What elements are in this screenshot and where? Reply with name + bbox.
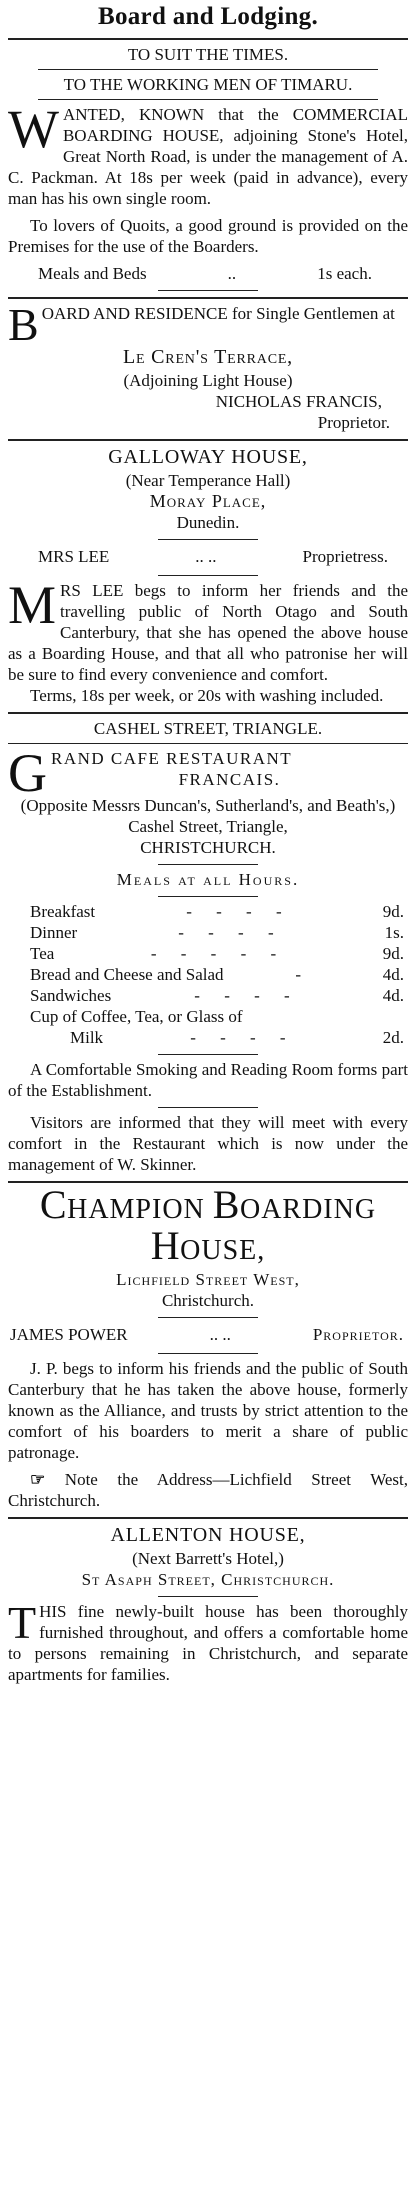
divider (158, 896, 258, 897)
divider (158, 539, 258, 540)
menu-item-price: 9d. (382, 902, 404, 921)
divider (158, 1054, 258, 1055)
ad-text: J. P. begs to inform his friends and the public of South Canterbury that he has taken the above house, formerly known as the Alliance, and trusts by strict attention to the comfort of his boarders to merit a share of public patronage. (8, 1359, 408, 1462)
drop-cap: B (8, 299, 39, 350)
house-name: ALLENTON HOUSE, (110, 1524, 306, 1546)
menu-item (30, 922, 404, 943)
ad-tagline: TO THE WORKING MEN OF TIMARU. (63, 75, 353, 94)
divider (38, 69, 378, 70)
leader-dots: - - - - (186, 902, 292, 921)
divider (158, 864, 258, 865)
menu-item (30, 901, 404, 922)
divider (8, 297, 408, 299)
restaurant-name-line: RAND CAFE RESTAURANT (51, 749, 293, 768)
price-value: 1s each. (317, 264, 372, 283)
leader-dots: - (295, 965, 311, 984)
ad-galloway-house (8, 445, 408, 706)
divider (8, 1517, 408, 1519)
divider (158, 1317, 258, 1318)
price-line (8, 263, 408, 284)
ad-body (8, 575, 408, 685)
ad-location: CASHEL STREET, TRIANGLE. (93, 719, 323, 738)
house-name-word: OARDING (239, 1194, 377, 1225)
divider (8, 38, 408, 40)
divider (158, 290, 258, 291)
leader-dots: - - - - (190, 1028, 296, 1047)
ad-city: CHRISTCHURCH. (140, 838, 276, 857)
ad-text: ANTED, KNOWN that the COMMERCIAL BOARDING HOUSE, adjoining Stone's Hotel, Great North Road, is under the management of A. C. Packman. At 18s per week (paid in advance), every man has his own single room. (8, 105, 408, 208)
divider (158, 1596, 258, 1597)
menu-list (30, 901, 404, 1048)
proprietor-name: MRS LEE (38, 547, 110, 566)
drop-cap: M (8, 575, 57, 635)
ad-note: (Next Barrett's Hotel,) (132, 1549, 284, 1568)
proprietor-line (8, 544, 408, 569)
menu-item-name: Bread and Cheese and Salad (30, 965, 224, 984)
leader-dots: - - - - - (150, 944, 287, 963)
menu-item (30, 943, 404, 964)
menu-item-price: 4d. (382, 986, 404, 1005)
ad-board-and-residence (8, 299, 408, 433)
divider (158, 1353, 258, 1354)
menu-item-name: Milk (70, 1028, 104, 1047)
ad-text: OARD AND RESIDENCE for Single Gentlemen at (41, 304, 395, 323)
pointing-hand-icon: ☞ (30, 1470, 46, 1489)
divider (8, 439, 408, 441)
menu-item-name: Sandwiches (30, 986, 112, 1005)
menu-item (30, 985, 404, 1006)
ad-champion-boarding-house (8, 1182, 409, 1511)
restaurant-name (8, 743, 408, 803)
meals-heading: Meals at all Hours. (116, 870, 300, 889)
divider (8, 712, 408, 714)
ad-city: Dunedin. (176, 513, 240, 532)
ad-grand-cafe (8, 718, 408, 1175)
house-name: GALLOWAY HOUSE, (108, 446, 308, 468)
menu-item-price: 1s. (384, 923, 404, 942)
ad-text: RS LEE begs to inform her friends and the travelling public of North Otago and South Canterbury, that she has opened the above house as a Boarding House, and that all who patronise her will be sure to find every convenience and comfort. (8, 581, 408, 684)
drop-cap: G (8, 743, 47, 803)
ad-place: Moray Place, (149, 491, 267, 511)
ad-note: (Near Temperance Hall) (125, 471, 291, 490)
ad-place: Le Cren's Terrace, (123, 346, 293, 368)
ad-text: To lovers of Quoits, a good ground is provided on the Premises for the use of the Boarders. (8, 216, 408, 256)
ad-city: Christchurch. (161, 1291, 255, 1310)
menu-item-name: Breakfast (30, 902, 96, 921)
ad-text: A Comfortable Smoking and Reading Room forms part of the Establishment. (8, 1060, 408, 1100)
restaurant-name-line: FRANCAIS. (178, 770, 281, 789)
proprietor-line (8, 1322, 408, 1347)
leader-dots: .. (227, 264, 237, 283)
ad-body (8, 299, 408, 350)
menu-item-name: Dinner (30, 923, 78, 942)
initial-letter: B (212, 1182, 240, 1227)
ad-commercial-boarding-house (8, 44, 408, 291)
divider (8, 743, 408, 744)
initial-letter: H (150, 1223, 181, 1268)
initial-letter: C (39, 1182, 68, 1227)
section-heading: Board and Lodging. (97, 3, 319, 30)
menu-item-price: 9d. (382, 944, 404, 963)
divider (38, 99, 378, 100)
divider (158, 1107, 258, 1108)
ad-note: (Adjoining Light House) (123, 371, 293, 390)
proprietor-name: JAMES POWER (10, 1325, 128, 1344)
house-name-word: OUSE, (180, 1235, 266, 1266)
ad-terms: Terms, 18s per week, or 20s with washing included. (30, 686, 384, 705)
ad-body (8, 99, 408, 209)
ad-body (8, 1597, 408, 1685)
menu-item-price: 2d. (382, 1028, 404, 1047)
ad-street: St Asaph Street, Christchurch. (81, 1570, 335, 1589)
menu-item (30, 1006, 404, 1048)
ad-note (8, 1469, 408, 1511)
leader-dots: .. .. (195, 547, 217, 566)
menu-item-name: Cup of Coffee, Tea, or Glass of (30, 1007, 243, 1026)
proprietor-name: NICHOLAS FRANCIS, (215, 392, 382, 411)
proprietor-title: Proprietress. (302, 547, 388, 566)
ad-tagline: TO SUIT THE TIMES. (127, 45, 289, 64)
ad-note: (Opposite Messrs Duncan's, Sutherland's, and Beath's,) (20, 796, 396, 815)
price-label: Meals and Beds (38, 264, 147, 283)
menu-item (30, 964, 404, 985)
ad-street: Lichfield Street West, (116, 1270, 300, 1289)
divider (158, 575, 258, 576)
menu-item-name: Tea (30, 944, 55, 963)
house-name (8, 1182, 408, 1269)
ad-allenton-house (8, 1523, 408, 1685)
leader-dots: .. .. (209, 1325, 231, 1344)
leader-dots: - - - - (194, 986, 300, 1005)
proprietor-title: Proprietor. (312, 1325, 404, 1344)
leader-dots: - - - - (178, 923, 284, 942)
ad-text: HIS fine newly-built house has been thoroughly furnished throughout, and offers a comfortable home to persons remaining in Christchurch, and separate apartments for families. (8, 1602, 408, 1684)
menu-item-price: 4d. (382, 965, 404, 984)
drop-cap: W (8, 99, 59, 159)
house-name-word: HAMPION (67, 1194, 213, 1225)
ad-text: Visitors are informed that they will meet with every comfort in the Restaurant which is now under the management of W. Skinner. (8, 1113, 408, 1174)
ad-note-text: Note the Address—Lichfield Street West, Christchurch. (8, 1470, 409, 1510)
drop-cap: T (8, 1597, 37, 1648)
divider (8, 1181, 408, 1183)
ad-street: Cashel Street, Triangle, (128, 817, 288, 836)
proprietor-title: Proprietor. (317, 413, 390, 432)
